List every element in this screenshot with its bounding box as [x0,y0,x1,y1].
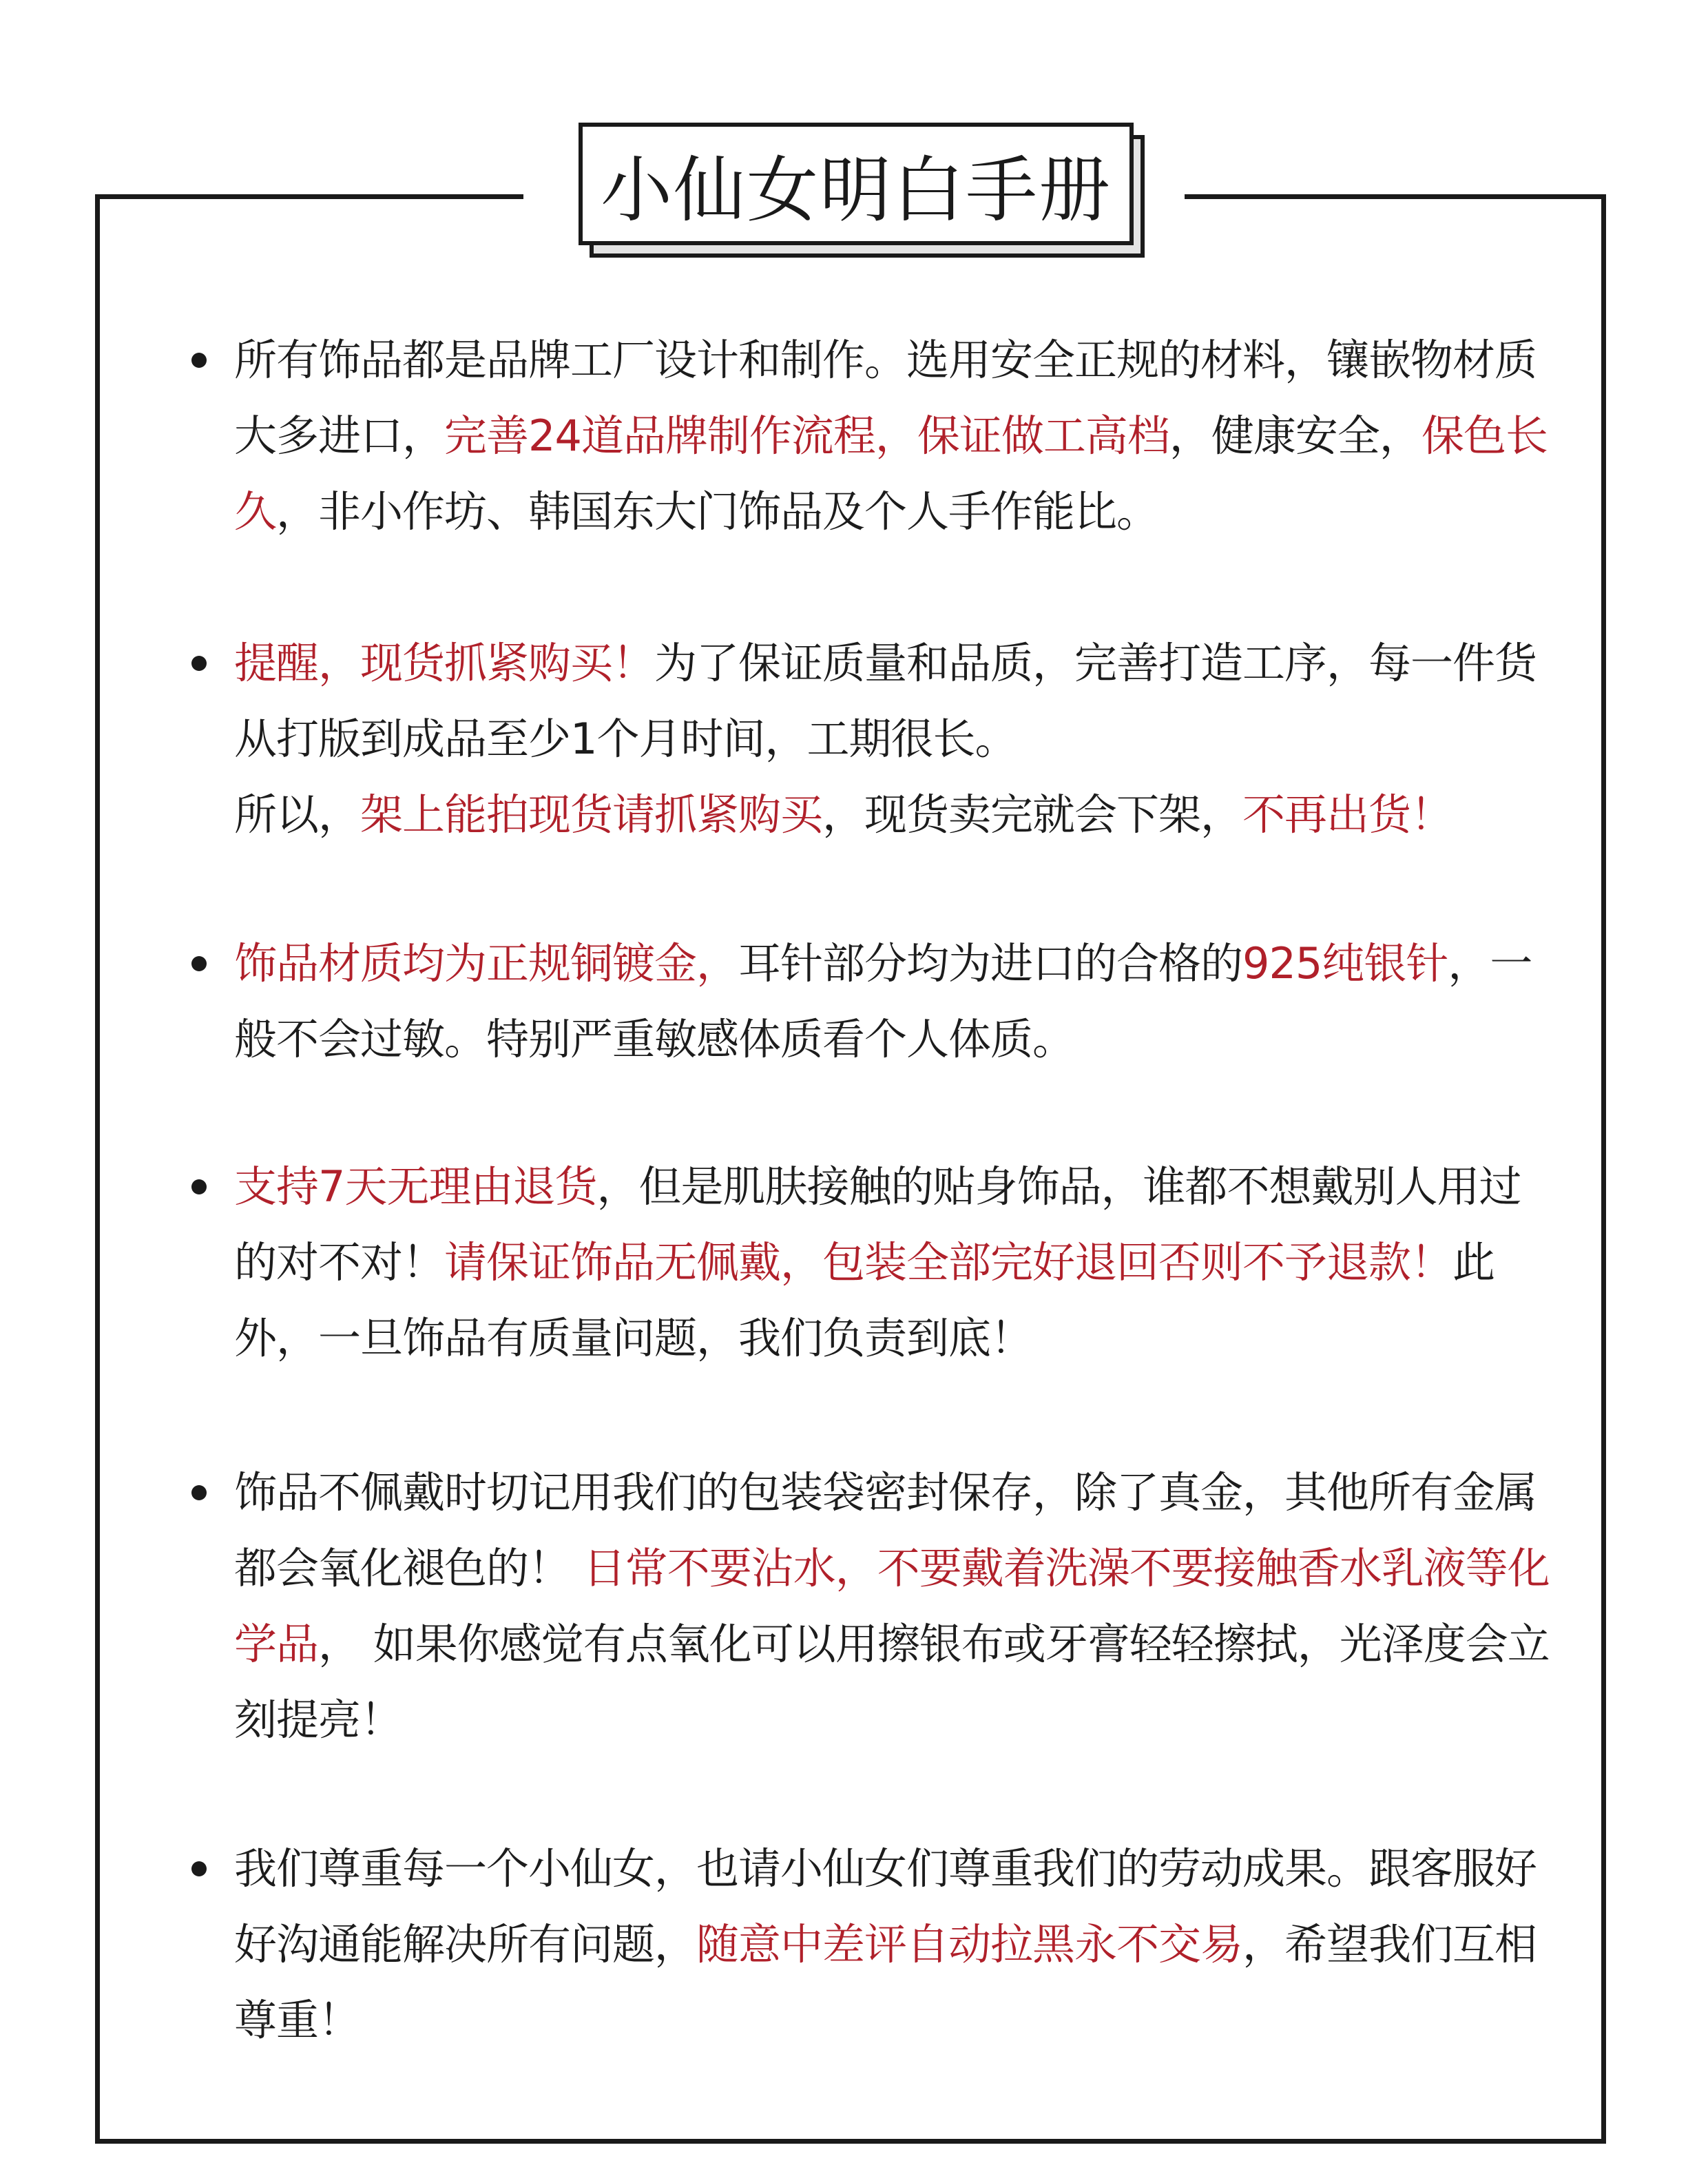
notice-item-6 [234,1831,1550,2058]
highlight-segment: 不再出货！ [1242,789,1453,840]
bullet-dot [191,956,207,971]
text-segment: 所以， [234,789,361,840]
highlight-segment: 请保证饰品无佩戴，包装全部完好退回否则不予退款！ [444,1237,1453,1287]
notice-item-1 [234,322,1550,550]
highlight-segment: 完善24道品牌制作流程，保证做工高档 [444,411,1169,461]
title-box [579,123,1134,245]
highlight-segment: 随意中差评自动拉黑永不交易 [696,1919,1243,1969]
text-segment: ，非小作坊、韩国东大门饰品及个人手作能比。 [276,486,1159,537]
text-segment: 我们尊重每一个小仙女，也请小仙女们尊重我们的劳动成果。跟客服好好沟通能解决所有问题， [234,1843,1537,1969]
text-segment: 所有饰品都是品牌工厂设计和制作。选用安全正规的材料，镶嵌物材质大多进口， [234,335,1537,461]
highlight-segment: 保色长久 [234,411,1548,537]
text-segment: ， 如果你感觉有点氧化可以用擦银布或牙膏轻轻擦拭，光泽度会立刻提亮！ [234,1619,1550,1745]
text-segment: ，但是肌肤接触的贴身饰品，谁都不想戴别人用过的对不对！ [234,1161,1521,1287]
text-segment: 饰品不佩戴时切记用我们的包装袋密封保存，除了真金，其他所有金属都会氧化褪色的！ [234,1467,1537,1593]
text-segment: ，现货卖完就会下架， [822,789,1243,840]
notice-item-2 [234,625,1550,853]
text-segment: 耳针部分均为进口的合格的 [738,938,1243,988]
text-segment: 此外，一旦饰品有质量问题，我们负责到底！ [234,1237,1495,1363]
text-segment: ，一般不会过敏。特别严重敏感体质看个人体质。 [234,938,1532,1064]
notice-item-3 [234,926,1550,1077]
highlight-segment: 饰品材质均为正规铜镀金， [234,938,739,988]
highlight-segment: 提醒，现货抓紧购买！ [234,638,655,688]
text-segment: ，希望我们互相尊重！ [234,1919,1537,2045]
bullet-dot [191,1861,207,1876]
notice-item-5 [234,1455,1550,1758]
page-title: 小仙女明白手册 [600,148,1112,232]
bullet-dot [191,656,207,671]
bullet-dot [191,1179,207,1194]
notice-item-4 [234,1149,1550,1376]
highlight-segment: 925纯银针 [1242,938,1448,988]
highlight-segment: 日常不要沾水，不要戴着洗澡不要接触香水乳液等化学品 [234,1543,1550,1669]
text-segment: 为了保证质量和品质，完善打造工序，每一件货从打版到成品至少1个月时间，工期很长。 [234,638,1537,764]
highlight-segment: 架上能拍现货请抓紧购买 [360,789,823,840]
text-segment: ，健康安全， [1169,411,1421,461]
bullet-dot [191,353,207,368]
highlight-segment: 支持7天无理由退货 [234,1161,597,1212]
bullet-dot [191,1485,207,1500]
